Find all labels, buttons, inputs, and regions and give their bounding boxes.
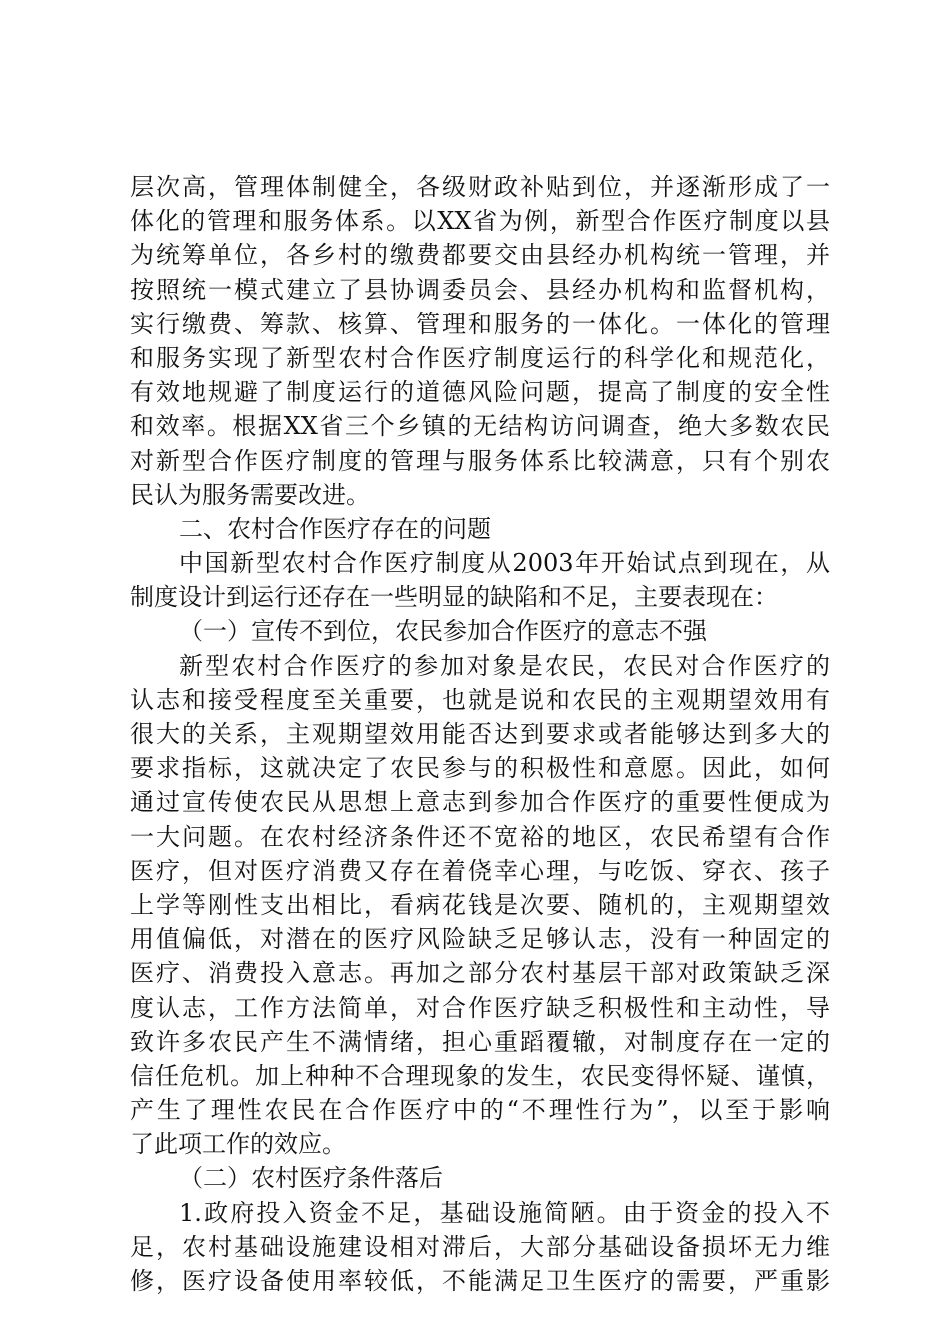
paragraph-line: 实行缴费、筹款、核算、管理和服务的一体化。一体化的管理 [130,309,830,338]
paragraph-line: 有效地规避了制度运行的道德风险问题，提高了制度的安全性 [130,378,830,407]
subsection-heading: （一）宣传不到位，农民参加合作医疗的意志不强 [179,617,707,646]
paragraph-line: 足，农村基础设施建设相对滞后，大部分基础设备损坏无力维 [130,1232,830,1261]
paragraph-line: 按照统一模式建立了县协调委员会、县经办机构和监督机构， [130,275,830,304]
paragraph-line: 新型农村合作医疗的参加对象是农民，农民对合作医疗的 [179,651,830,680]
paragraph-line: 很大的关系，主观期望效用能否达到要求或者能够达到多大的 [130,720,830,748]
paragraph-line: 1.政府投入资金不足，基础设施简陋。由于资金的投入不 [179,1198,830,1227]
paragraph-line: 和服务实现了新型农村合作医疗制度运行的科学化和规范化， [130,343,830,372]
paragraph-line: 医疗、消费投入意志。再加之部分农村基层干部对政策缺乏深 [130,959,830,988]
body-text [130,170,830,1298]
paragraph-line: 一大问题。在农村经济条件还不宽裕的地区，农民希望有合作 [130,822,830,851]
paragraph-line: 对新型合作医疗制度的管理与服务体系比较满意，只有个别农 [130,446,830,475]
paragraph-line: 中国新型农村合作医疗制度从2003年开始试点到现在，从 [179,549,830,578]
paragraph-line: 通过宣传使农民从思想上意志到参加合作医疗的重要性便成为 [130,788,830,817]
paragraph-line: 为统筹单位，各乡村的缴费都要交由县经办机构统一管理，并 [130,241,830,270]
section-heading: 二、农村合作医疗存在的问题 [179,514,491,543]
paragraph-line: 制度设计到运行还存在一些明显的缺陷和不足，主要表现在： [130,583,778,612]
paragraph-line: 致许多农民产生不满情绪，担心重蹈覆辙，对制度存在一定的 [130,1027,830,1056]
paragraph-line: 层次高，管理体制健全，各级财政补贴到位，并逐渐形成了一 [130,173,830,201]
paragraph-line: 医疗，但对医疗消费又存在着侥幸心理，与吃饭、穿衣、孩子 [130,856,830,885]
paragraph-line: 修，医疗设备使用率较低，不能满足卫生医疗的需要，严重影 [130,1267,830,1295]
paragraph-line: 用值偏低，对潜在的医疗风险缺乏足够认志，没有一种固定的 [130,925,830,954]
paragraph-line: 要求指标，这就决定了农民参与的积极性和意愿。因此，如何 [130,754,830,783]
paragraph-line: 上学等刚性支出相比，看病花钱是次要、随机的，主观期望效 [130,890,830,919]
paragraph-line: 和效率。根据XX省三个乡镇的无结构访问调查，绝大多数农民 [130,412,830,441]
paragraph-line: 民认为服务需要改进。 [130,480,370,509]
paragraph-line: 度认志，工作方法简单，对合作医疗缺乏积极性和主动性，导 [130,993,830,1022]
paragraph-line: 产生了理性农民在合作医疗中的“不理性行为”，以至于影响 [130,1096,830,1125]
paragraph-line: 了此项工作的效应。 [130,1130,346,1159]
paragraph-line: 体化的管理和服务体系。以XX省为例，新型合作医疗制度以县 [130,207,830,236]
subsection-heading: （二）农村医疗条件落后 [179,1164,443,1193]
paragraph-line: 认志和接受程度至关重要，也就是说和农民的主观期望效用有 [130,685,830,714]
paragraph-line: 信任危机。加上种种不合理现象的发生，农民变得怀疑、谨慎， [130,1061,830,1090]
